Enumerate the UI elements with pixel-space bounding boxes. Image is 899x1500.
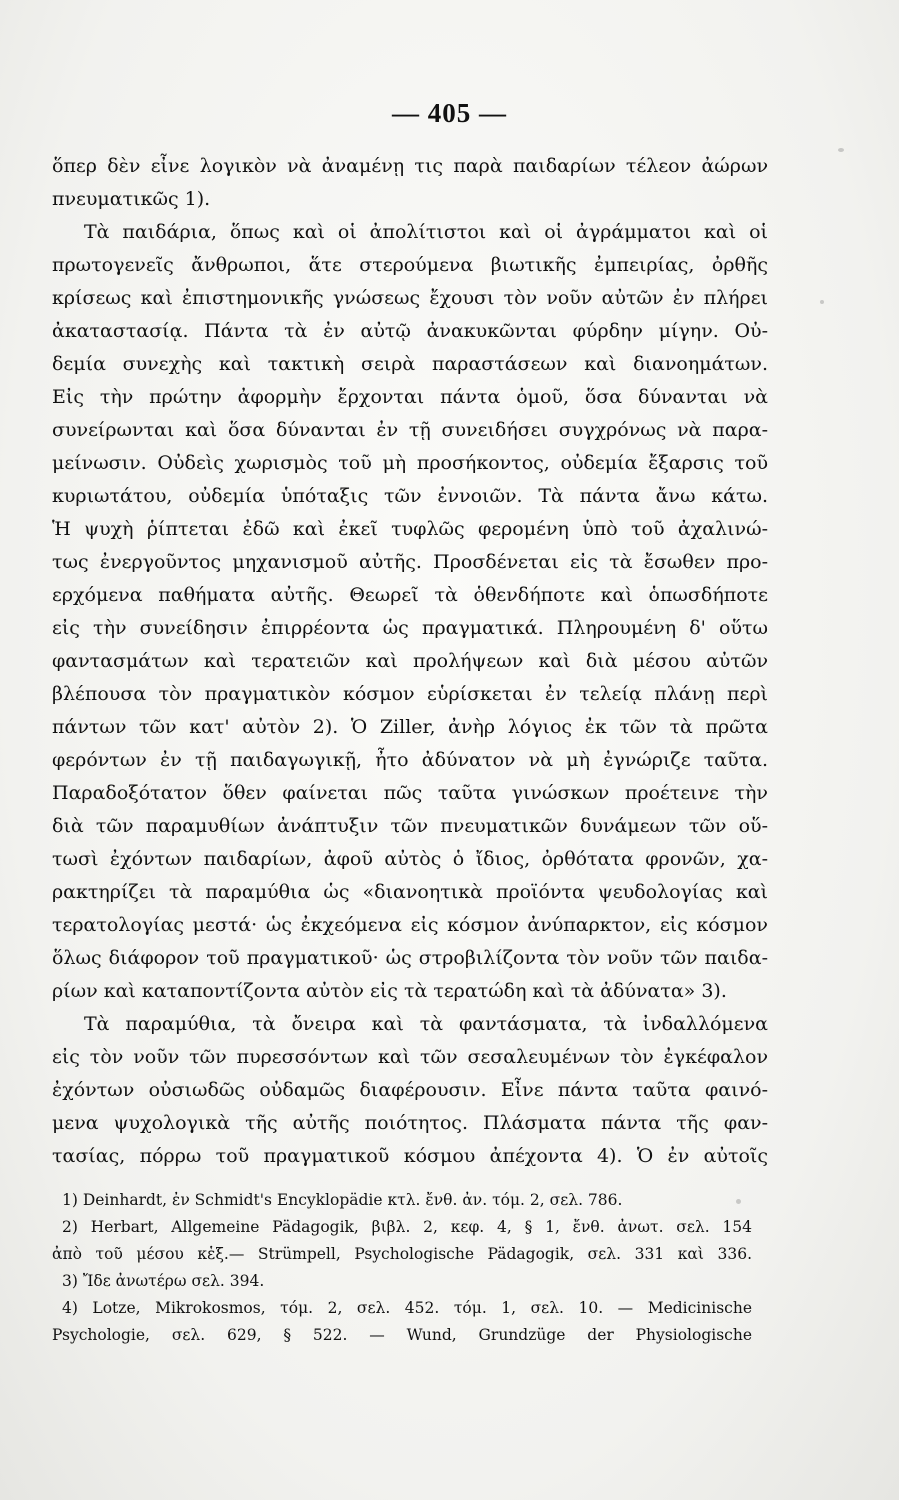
text-line: πάντων τῶν κατ' αὐτὸν 2). Ὁ Ziller, ἀνὴρ λόγιος ἐκ τῶν τὰ πρῶτα xyxy=(52,716,768,738)
text-line: ρακτηρίζει τὰ παραμύθια ὡς «διανοητικὰ προϊόντα ψευδολογίας καὶ xyxy=(52,881,768,903)
text-line: Τὰ παιδάρια, ὅπως καὶ οἱ ἀπολίτιστοι καὶ οἱ ἀγράμματοι καὶ οἱ xyxy=(84,221,768,243)
text-line: κρίσεως καὶ ἐπιστημονικῆς γνώσεως ἔχουσι τὸν νοῦν αὐτῶν ἐν πλήρει xyxy=(52,287,768,309)
text-line: ὅλως διάφορον τοῦ πραγματικοῦ· ὡς στροβιλίζοντα τὸν νοῦν τῶν παιδα- xyxy=(52,947,768,969)
text-line: πνευματικῶς 1). xyxy=(52,188,211,210)
body-text xyxy=(52,150,768,1173)
print-speck xyxy=(736,1199,741,1204)
text-line: κυριωτάτου, οὐδεμία ὑπόταξις τῶν ἐννοιῶν. Τὰ πάντα ἄνω κάτω. xyxy=(52,485,768,507)
text-line: Παραδοξότατον ὅθεν φαίνεται πῶς ταῦτα γινώσκων προέτεινε τὴν xyxy=(52,782,768,804)
footnote: 1) Deinhardt, ἐν Schmidt's Encyklopädie κτλ. ἔνθ. ἀν. τόμ. 2, σελ. 786. xyxy=(62,1191,623,1209)
text-line: τερατολογίας μεστά· ὡς ἐκχεόμενα εἰς κόσμον ἀνύπαρκτον, εἰς κόσμον xyxy=(52,914,768,936)
text-line: τασίας, πόρρω τοῦ πραγματικοῦ κόσμου ἀπέχοντα 4). Ὁ ἐν αὐτοῖς xyxy=(52,1145,768,1167)
text-line: ρίων καὶ καταποντίζοντα αὐτὸν εἰς τὰ τερατώδη καὶ τὰ ἀδύνατα» 3). xyxy=(52,980,727,1002)
text-line: τωσὶ ἐχόντων παιδαρίων, ἀφοῦ αὐτὸς ὁ ἴδιος, ὀρθότατα φρονῶν, χα- xyxy=(52,848,768,870)
text-line: ὅπερ δὲν εἶνε λογικὸν νὰ ἀναμένῃ τις παρὰ παιδαρίων τέλεον ἀώρων xyxy=(52,155,768,177)
text-line: συνείρωνται καὶ ὅσα δύνανται ἐν τῇ συνειδήσει συγχρόνως νὰ παρα- xyxy=(52,419,768,441)
text-line: Τὰ παραμύθια, τὰ ὄνειρα καὶ τὰ φαντάσματα, τὰ ἰνδαλλόμενα xyxy=(84,1013,768,1035)
text-line: φερόντων ἐν τῇ παιδαγωγικῇ, ἦτο ἀδύνατον νὰ μὴ ἐγνώριζε ταῦτα. xyxy=(52,749,768,771)
text-line: μενα ψυχολογικὰ τῆς αὐτῆς ποιότητος. Πλάσματα πάντα τῆς φαν- xyxy=(52,1112,768,1134)
footnote: ἀπὸ τοῦ μέσου κἑξ.— Strümpell, Psychologische Pädagogik, σελ. 331 καὶ 336. xyxy=(52,1245,752,1263)
footnote: 3) Ἴδε ἀνωτέρω σελ. 394. xyxy=(62,1272,265,1290)
text-line: Εἰς τὴν πρώτην ἀφορμὴν ἔρχονται πάντα ὁμοῦ, ὅσα δύνανται νὰ xyxy=(52,386,768,408)
text-line: βλέπουσα τὸν πραγματικὸν κόσμον εὑρίσκεται ἐν τελείᾳ πλάνῃ περὶ xyxy=(52,683,768,705)
page-number: — 405 — xyxy=(392,98,507,128)
text-line: φαντασμάτων καὶ τερατειῶν καὶ προλήψεων καὶ διὰ μέσου αὐτῶν xyxy=(52,650,768,672)
text-line: εἰς τὸν νοῦν τῶν πυρεσσόντων καὶ τῶν σεσαλευμένων τὸν ἐγκέφαλον xyxy=(52,1046,768,1068)
text-line: εἰς τὴν συνείδησιν ἐπιρρέοντα ὡς πραγματικά. Πληρουμένη δ' οὕτω xyxy=(52,617,768,639)
text-line: ερχόμενα παθήματα αὐτῆς. Θεωρεῖ τὰ ὁθενδήποτε καὶ ὁπωσδήποτε xyxy=(52,584,768,606)
footnote: 4) Lotze, Mikrokosmos, τόμ. 2, σελ. 452. τόμ. 1, σελ. 10. — Medicinische xyxy=(62,1299,752,1317)
text-line: διὰ τῶν παραμυθίων ἀνάπτυξιν τῶν πνευματικῶν δυνάμεων τῶν οὕ- xyxy=(52,815,768,837)
footnote: 2) Herbart, Allgemeine Pädagogik, βιβλ. 2, κεφ. 4, § 1, ἔνθ. ἀνωτ. σελ. 154 xyxy=(62,1218,752,1236)
text-line: τως ἐνεργοῦντος μηχανισμοῦ αὐτῆς. Προσδένεται εἰς τὰ ἔσωθεν προ- xyxy=(52,551,768,573)
print-speck xyxy=(838,148,844,152)
print-speck xyxy=(820,300,824,304)
text-line: πρωτογενεῖς ἄνθρωποι, ἅτε στερούμενα βιωτικῆς ἐμπειρίας, ὀρθῆς xyxy=(52,254,768,276)
text-line: ἐχόντων οὐσιωδῶς οὐδαμῶς διαφέρουσιν. Εἶνε πάντα ταῦτα φαινό- xyxy=(52,1079,768,1101)
text-line: ἀκαταστασίᾳ. Πάντα τὰ ἐν αὐτῷ ἀνακυκῶνται φύρδην μίγην. Οὐ- xyxy=(52,320,768,342)
footnote: Psychologie, σελ. 629, § 522. — Wund, Grundzüge der Physiologische xyxy=(52,1326,752,1344)
text-line: μείνωσιν. Οὐδεὶς χωρισμὸς τοῦ μὴ προσήκοντος, οὐδεμία ἔξαρσις τοῦ xyxy=(52,452,768,474)
footnotes xyxy=(52,1187,752,1349)
text-line: δεμία συνεχὴς καὶ τακτικὴ σειρὰ παραστάσεων καὶ διανοημάτων. xyxy=(52,353,768,375)
text-line: Ἡ ψυχὴ ῥίπτεται ἐδῶ καὶ ἐκεῖ τυφλῶς φερομένη ὑπὸ τοῦ ἀχαλινώ- xyxy=(52,518,768,540)
